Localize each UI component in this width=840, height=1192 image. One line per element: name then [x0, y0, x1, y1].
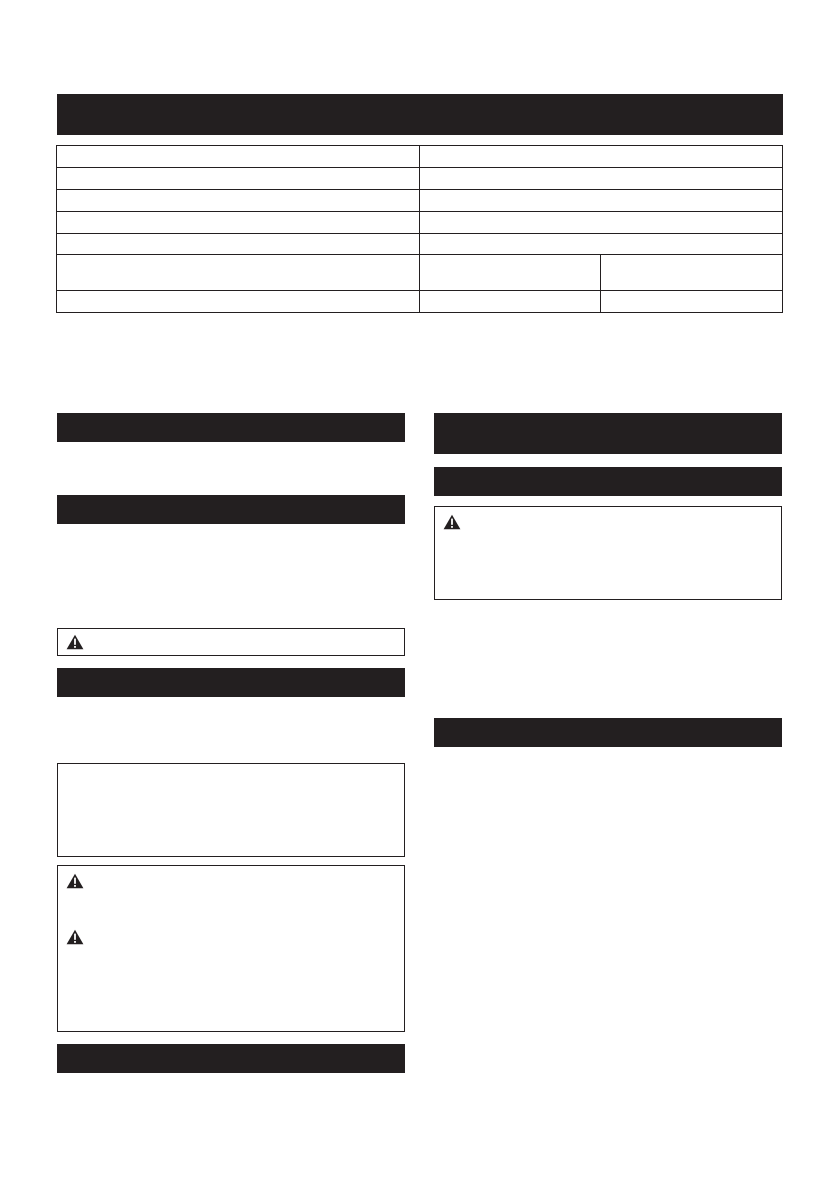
specifications-header-bar	[57, 94, 783, 135]
warning-triangle-icon	[443, 514, 461, 530]
table-cell	[600, 254, 783, 291]
table-cell	[419, 211, 783, 234]
table-cell	[419, 290, 601, 313]
table-row	[56, 290, 420, 313]
table-row	[56, 211, 420, 234]
table-row	[56, 233, 420, 255]
note-box	[57, 763, 405, 857]
table-row	[56, 254, 420, 291]
table-cell	[419, 167, 783, 190]
table-cell	[600, 290, 783, 313]
table-cell	[419, 233, 783, 255]
left-section-header-2	[57, 495, 405, 524]
right-section-header-2	[434, 718, 782, 747]
right-title-bar	[434, 413, 782, 454]
right-section-header-1	[434, 467, 782, 496]
warning-box	[434, 506, 782, 600]
table-cell	[419, 145, 783, 168]
specifications-table	[57, 146, 783, 313]
left-section-header-1	[57, 413, 405, 442]
table-cell	[419, 189, 783, 212]
warning-strip	[57, 628, 405, 656]
left-section-header-4	[57, 1044, 405, 1073]
table-cell	[419, 254, 601, 291]
table-row	[56, 189, 420, 212]
warning-triangle-icon	[66, 873, 84, 889]
warning-triangle-icon	[66, 634, 84, 650]
left-section-header-3	[57, 668, 405, 697]
table-row	[56, 145, 420, 168]
warning-box	[57, 865, 405, 1032]
warning-triangle-icon	[66, 929, 84, 945]
table-row	[56, 167, 420, 190]
